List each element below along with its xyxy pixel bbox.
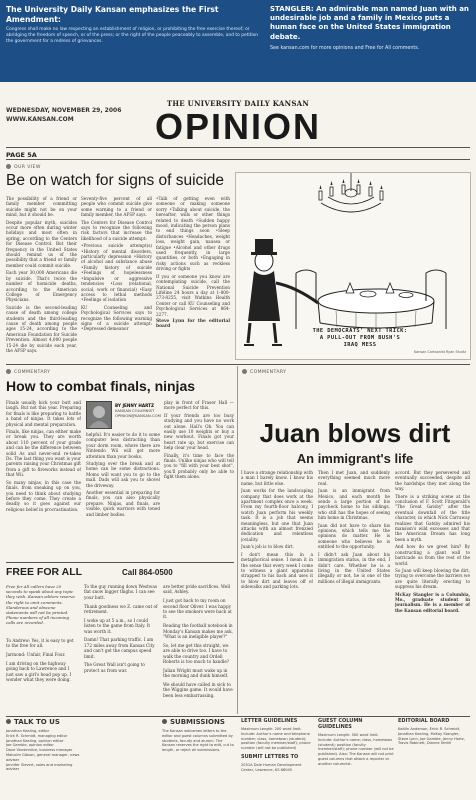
first-amendment-banner (0, 0, 476, 82)
first-amendment-text: Congress shall make no law respecting an establishment of religion, or prohibiting the free exercise thereof; or abridging the freedom of speech, or of the press; or the right of the people peaceably to assemble, and to petition the government for a redress of grievances. (6, 27, 259, 45)
talk-to-us-box (6, 718, 82, 798)
letter-guidelines-text: Maximum Length: 200 word limit. Include: Author's name and telephone number; class, hometown (student); position (faculty member/staff); phone number (will not be published) (241, 727, 311, 751)
editorial-para: KU Counseling and Psychological Services says to recognize the following warning signs of a suicide attempt: •Depressed demeanor (81, 304, 152, 332)
juan-para: Juan's job is to blow dirt. (241, 544, 294, 550)
finals-para: Finals usually kick your butt and laugh. But not this year. Preparing for finals is like preparing to battle a band of ninjas. It takes lots of physical and mental preparation. (6, 400, 81, 427)
ffa-col-1 (6, 638, 78, 714)
ffa-comment: To Andrew: Yes, it is easy to get to the free for all. (6, 638, 74, 649)
finals-para: Finally, it's time to face the finals. Unlike ninjas who will tell you to "fill with your best shot", you'll probably only be able to fight them alone. (164, 452, 234, 480)
juan-para: accord. But they persevered and eventually succeeded, despite all the hardships they met along the way. (395, 470, 470, 492)
author-photo-icon (87, 402, 111, 428)
finals-author-photo (86, 401, 112, 429)
masthead (0, 84, 476, 146)
juan-para: Juan works for the landscaping company that does work at the apartment complex once a week. From my fourth-floor balcony, I watch Juan perform his weekly task. It is a job that seems meaningless, but one that Juan attacks with an almost frenzied dedication and relentless joviality. (241, 488, 313, 542)
finals-para: helpful. It's easier to do it to some computer less distracting than your dorm room, where there are Nintendo Wii will get more attention than your books. (86, 432, 160, 459)
banner-teaser (270, 5, 472, 51)
finals-para: Finals, like ninjas, can either make or break you. They are worth about 110 percent of your grade and can be the difference between solid As and never-end re-takes Ds. The last thing you want is your parents raising your Christmas gift from a gift to fireworks instead of that Wii. (6, 429, 81, 478)
issue-date: WEDNESDAY, NOVEMBER 29, 2006 (6, 107, 122, 114)
finals-para: play in front of Fraser Hall — more perfect for this. (164, 400, 234, 411)
juan-para: I didn't ask Juan about his immigration status, in the end, I didn't care. Whether he is a living in the United States illegally or not, he is one of the millions of illegal immigrants. (318, 551, 390, 584)
staff-line: Joe Gamble, opinion editor (6, 743, 54, 748)
editorial-headline: Be on watch for signs of suicide (6, 172, 224, 189)
juan-para: So Juan will keep blowing the dirt, trying to overcome the barriers we are quite literally erecting to suppress his dream. (395, 567, 470, 590)
free-for-all-phone[interactable]: Call 864-0500 (122, 568, 173, 577)
staff-line: Jonathan Kealing, opinion editor (6, 738, 64, 743)
ffa-comment: I am driving on the highway going back to Lawrence and I just saw a girl's head pop up. I wonder what they were doing. (6, 661, 72, 683)
ffa-comment: I just got back to my room on second floor Oliver. I was happy to see the smokers were back at it. (163, 598, 232, 620)
ffa-comment: To the guy running down Westwas flat snow bigger thighs. I can see your butt. (84, 584, 158, 600)
ffa-comment: Reading the football notebook in Monday's Kansan makes me ask, "What is an ineligible player?" (163, 623, 233, 640)
guest-column-title: GUEST COLUMN GUIDELINES (318, 718, 363, 730)
staff-line: Erick R. Schmidt, managing editor (6, 733, 68, 738)
editorial-para: •Talk of getting even with someone or making someone sorry •Talking about suicide, the hereafter, wills or other things related to death •Sudden happy mood, indicating the person plans to end things soon •Sleep disturbances •Headaches, weight loss, weight gain, nausea or fatigue •Alcohol and other drugs used frequently, in large quantities, or both •Engaging in risky actions such as reckless driving or fights (156, 196, 230, 272)
editorial-para: If you or someone you know are contemplating suicide, call the National Suicide Prevention Lifeline 24 hours a day at 1-800-273-8255, visit Watkins Health Center or call KU Counseling and Psychological Services at 864-2277. (156, 273, 230, 317)
teaser-text (270, 5, 472, 42)
juan-para: Juan did not have to share his opinions, which tells me the opinions do matter. He is someone who believes he is entitled to the opportunity. (318, 522, 390, 550)
juan-label: COMMENTARY (242, 369, 286, 375)
juan-col-3 (395, 470, 470, 714)
finals-para: Another essential in preparing for finals, you can also physically prepare. Ninjas, and finals, are visible, quick warriors with toned and limber bodies. (86, 490, 160, 517)
masthead-rule (6, 147, 470, 148)
editorial-col-2 (81, 196, 152, 360)
ffa-comment: I woke up at 5 a.m., so I could listen to the game from Italy. It was worth it. (84, 617, 151, 634)
submit-letters-title: SUBMIT LETTERS TO (241, 753, 299, 760)
juan-para: Juan is an immigrant from Mexico, and each month he sends a large portion of his paycheck home to his siblings, who still has the hopes of seeing him home in Christmas. (318, 488, 390, 521)
ffa-comment: Julian Wright must wake up in the morning and dunk himself. (163, 667, 229, 679)
finals-para: If your friends are too busy studying and you have no work out alone. Hall's Oh. You can easily use 10 weights or buy a new workout. Finals got your heart rate up, but exercise can help clear your head. (164, 412, 234, 451)
footer-rule (6, 716, 470, 717)
staff-line: Jonathan Kealing, editor (6, 729, 50, 733)
staff-line: Jennifer Sievert, sales and marketing adviser (6, 762, 73, 772)
finals-label: COMMENTARY (6, 369, 50, 375)
submissions-box (162, 718, 234, 798)
juan-para: And how do we greet him? By constructing a giant wall to barricade us from the rest of the world. (395, 544, 470, 566)
editorial-para: Suicide is the second-leading cause of death among college students and the third-leading cause of death among people ages 15-24, according to the American Foundation for Suicide Prevention. Almost 4,000 people 15-24 die by suicide each year, the AFSP says. (6, 304, 77, 353)
teaser-body: An admirable man named Juan with an undesirable job and a family in Mexico puts a human face on the United States immigration debate. (270, 5, 469, 41)
section-title: OPINION (154, 106, 321, 147)
editorial-para: Each year 30,000 Americans die by suicide. That's twice the number of homicide deaths, according to the American College of Emergency Physicians. (6, 270, 77, 303)
caption-line-3: IRAQ MESS (343, 341, 377, 348)
editorial-para: Seventy-five percent of all people who commit suicide give some warning to a friend or family member, the AFSP says. (81, 196, 152, 218)
juan-para: Then I met Juan, and suddenly everything seemed much more real. (318, 470, 390, 486)
juan-headline: Juan blows dirt (259, 418, 451, 448)
finals-para: So many ninjas, in this case the finals, from sneaking up on you, you need to think about studying before they come. They create a deadly so it goes against our religious belief in procrastination. (6, 479, 81, 512)
finals-para: Studying over the break and at home can be some distractions. Moms will want you to go to the mall. Dads will ask you to shovel the driveway. (86, 461, 160, 488)
page-number: PAGE 5A (6, 151, 37, 159)
juan-para: There is a striking scene at the conclusion of F. Scott Fitzgerald's "The Great Gatsby" after the eventual downfall of the title character, in which Nick Carraway realizes that Gatsby admired his mansion's wild excesses and that the American Dream has long been a myth. (395, 493, 470, 542)
banner-title: The University Daily Kansan emphasizes the First Amendment: (6, 5, 219, 24)
editorial-para: •Previous suicide attempt(s) •History of mental disorders, particularly depression •History of alcohol and substance abuse •Family history of suicide •Feelings of hopelessness •Impulsive or aggressive tendencies •Loss (relational, social, work or financial) •Easy access to lethal methods •Feelings of isolation (81, 243, 152, 303)
talk-to-us-title: TALK TO US (6, 718, 82, 726)
finals-author-email[interactable]: OPINION@KANSAN.COM (115, 413, 161, 418)
juan-para: I don't mean this in a metaphorical sense. I mean it in the sense that every week I come to witness a giant apparatus strapped to his back and uses it to blow dirt and leaves off of sidewalks and parking lots. (241, 551, 313, 590)
juan-col-1 (241, 470, 313, 714)
finals-col-2 (86, 432, 160, 562)
cartoon-caption (290, 328, 430, 348)
finals-col-1 (6, 400, 81, 562)
finals-author: BY JENNY HARTZ (115, 403, 155, 408)
ffa-comment: Damn! That parking traffic. I am 172 miles away from Kansas City and can't get the campus speed limit. (84, 637, 155, 659)
paper-name: THE UNIVERSITY DAILY KANSAN (166, 99, 310, 108)
website-link[interactable]: WWW.KANSAN.COM (6, 116, 74, 123)
finals-col-3 (164, 400, 234, 562)
ffa-comment: are better pride sacrifices. Well said, Ashley. (163, 584, 231, 595)
editorial-signature: Steve Lynn for the editorial board (156, 318, 230, 330)
ffa-comment: Jarmond: Unfair, Final Four. (6, 652, 66, 658)
section-rule (6, 364, 470, 365)
teaser-link[interactable]: See kansan.com for more opinions and Free for All comments. (270, 45, 420, 51)
ffa-intro: Free for All callers have 20 seconds to speak about any topic they wish. Kansan editors reserve the right to omit comments. Slanderous and obscene statements will not be printed. Phone numbers of all incoming calls are recorded. (6, 584, 75, 626)
letter-guidelines-title: LETTER GUIDELINES (241, 718, 298, 724)
cartoon-credit: Kansan Cartoonist Ryan Shultz (413, 350, 466, 354)
guest-column-box (318, 718, 394, 798)
column-divider (237, 366, 238, 714)
juan-deck: An immigrant's life (296, 451, 414, 466)
page-rule (6, 159, 470, 160)
caption-line-2: A PULL-OUT FROM BUSH'S (319, 334, 401, 341)
ffa-col-3 (163, 584, 235, 714)
ffa-rule (6, 562, 234, 563)
editorial-para: Despite popular myth, suicides occur more often during winter holidays and most often in spring, according to the Centers for Disease Control. But their frequency in the United States should remind us of the possibility that a friend or family member could commit suicide. (6, 219, 77, 268)
finals-byline (115, 403, 163, 418)
editorial-col-3 (156, 196, 230, 360)
staff-line: Dave Vanderslice, business manager (6, 748, 73, 753)
finals-author-role: KANSAN COLUMNIST (115, 408, 155, 413)
staff-line: Malcolm Gibson, general manager, news adviser (6, 752, 80, 762)
caption-line-1: THE DEMOCRATS' NEXT TRICK: (312, 328, 408, 334)
banner-left (6, 5, 264, 45)
ffa-comment: The Great Wall isn't going to protect us from war. (84, 662, 145, 673)
editorial-board-box (398, 718, 470, 798)
juan-col-2 (318, 470, 390, 714)
teaser-label: STANGLER: (270, 5, 314, 13)
ffa-comment: So, let me get this straight, we are able to drive too. I have to walk the country and Ordell Roberts is too much to handle? (163, 642, 230, 665)
submissions-title: SUBMISSIONS (162, 718, 234, 726)
submissions-text: The Kansan welcomes letters to the editor and guest columns submitted by students, faculty and alumni. The Kansan reserves the right to edit, cut to length, or reject all submissions. (162, 729, 234, 753)
juan-para: I have a strange relationship with a man I barely know. I know his name, but little else. (241, 470, 313, 486)
letter-guidelines-box (241, 718, 313, 798)
editorial-label: OUR VIEW (6, 164, 41, 170)
juan-author-note: McKay Stangler is a Columbia, Mo., graduate student in journalism. He is a member of the Kansan editorial board. (395, 591, 470, 613)
editorial-board-title: EDITORIAL BOARD (398, 718, 450, 724)
editorial-col-1 (6, 196, 77, 360)
staff-list (6, 729, 82, 772)
editorial-para: The Centers for Disease Control says to recognize the following risk factors that increase the likelihood of a suicide attempt: (81, 219, 152, 241)
ffa-comment: Thank goodness we Z. came out of retirement. (84, 603, 158, 615)
free-for-all-title: FREE FOR ALL (6, 566, 83, 578)
editorial-board-text: Kaitlin Anderson, Erick R. Schmidt, Jonathan Kealing, McKay Stangler, Steve Lynn, Joe Gamble, Jenny Hartz, Travis Robinett, Dianne Smith (398, 727, 465, 746)
finals-headline: How to combat finals, ninjas (6, 378, 196, 394)
submit-address: 2051A Dole Human Development Center, Lawrence, KS 66045 (241, 762, 302, 772)
ffa-comment: We should have called in sick to the Wiggins game. It would have been less embarrassing. (163, 682, 233, 698)
editorial-para: The possibility of a friend or family member committing suicide might not be on your mind, but it should be. (6, 196, 77, 218)
ffa-col-2 (84, 584, 158, 714)
guest-column-text: Maximum Length: 500 word limit. Include: Author's name; class, hometown (student); position (faculty member/staff); phone number (will not be published). Also: The Kansan will not print guest columns that attack a reporter or another columnist. (318, 733, 394, 766)
